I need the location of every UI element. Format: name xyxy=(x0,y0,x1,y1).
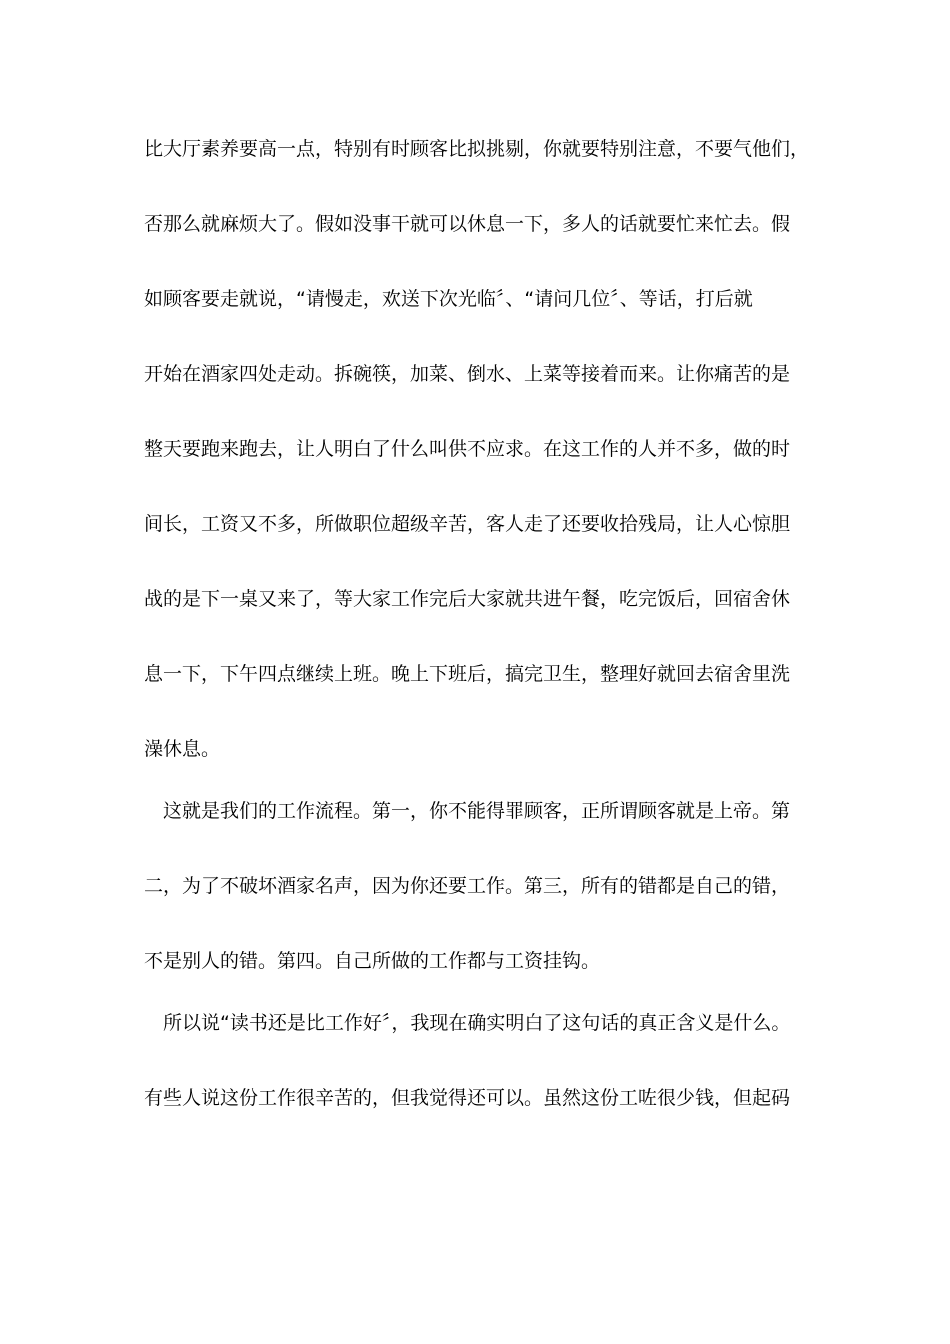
text-line-1: 比大厅素养要高一点，特别有时顾客比拟挑剔，你就要特别注意，不要气他们， xyxy=(144,138,810,160)
text-line-3: 如顾客要走就说，“请慢走，欢送下次光临〞、“请问几位〞、等话，打后就 xyxy=(144,288,753,310)
text-line-11: 二，为了不破坏酒家名声，因为你还要工作。第三，所有的错都是自己的错， xyxy=(144,875,791,897)
text-line-6: 间长，工资又不多，所做职位超级辛苦，客人走了还要收拾残局，让人心惊胆 xyxy=(144,513,791,535)
text-line-12: 不是别人的错。第四。自己所做的工作都与工资挂钩。 xyxy=(144,950,601,972)
text-line-14: 有些人说这份工作很辛苦的，但我觉得还可以。虽然这份工咗很少钱，但起码 xyxy=(144,1087,791,1109)
text-line-13: 所以说“读书还是比工作好〞，我现在确实明白了这句话的真正含义是什么。 xyxy=(163,1012,791,1034)
text-line-7: 战的是下一桌又来了，等大家工作完后大家就共进午餐，吃完饭后，回宿舍休 xyxy=(144,588,791,610)
text-line-8: 息一下，下午四点继续上班。晚上下班后，搞完卫生，整理好就回去宿舍里洗 xyxy=(144,663,791,685)
text-line-10: 这就是我们的工作流程。第一，你不能得罪顾客，正所谓顾客就是上帝。第 xyxy=(163,800,791,822)
text-line-9: 澡休息。 xyxy=(144,738,221,760)
text-line-4: 开始在酒家四处走动。拆碗筷，加菜、倒水、上菜等接着而来。让你痛苦的是 xyxy=(144,363,791,385)
text-line-5: 整天要跑来跑去，让人明白了什么叫供不应求。在这工作的人并不多，做的时 xyxy=(144,438,791,460)
text-line-2: 否那么就麻烦大了。假如没事干就可以休息一下，多人的话就要忙来忙去。假 xyxy=(144,213,791,235)
